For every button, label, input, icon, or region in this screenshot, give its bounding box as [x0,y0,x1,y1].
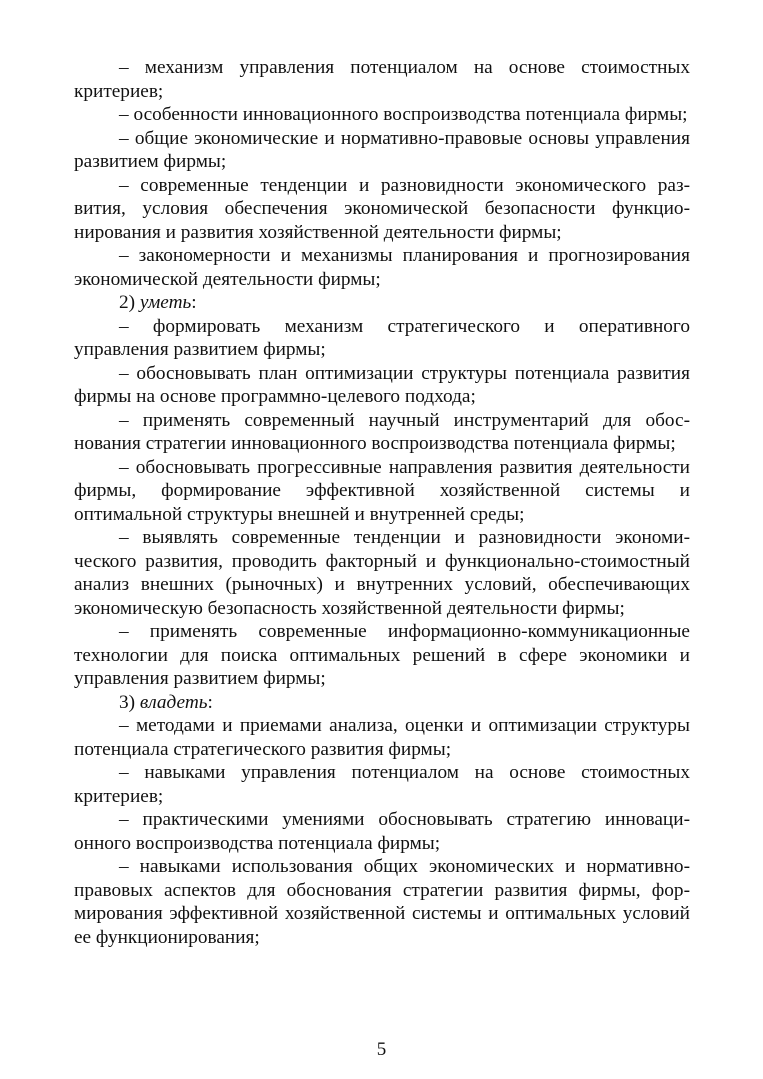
list-item: – применять современный научный инструментарий для обоснования стратегии инновационного воспроизводства потенциала фирмы; [74,409,690,454]
section-colon: : [207,691,213,713]
list-item: – практическими умениями обосновывать стратегию инновационного воспроизводства потенциала фирмы; [74,809,690,854]
list-item: – применять современные информационно-коммуникационные технологии для поиска оптимальных решений в сфере экономики и управления развитием фирмы; [74,621,690,689]
list-item: – особенности инновационного воспроизводства потенциала фирмы; [119,104,688,125]
list-item: – общие экономические и нормативно-правовые основы управления развитием фирмы; [74,127,690,172]
list-item: – обосновывать план оптимизации структуры потенциала развития фирмы на основе программно-целевого подхода; [74,362,690,407]
page-number: 5 [376,1039,387,1060]
list-item: – обосновывать прогрессивные направления развития деятельности фирмы, формирование эффективной хозяйственной системы и оптимальной структуры внешней и внутренней среды; [74,456,690,525]
list-item: – навыками использования общих экономических и нормативно-правовых аспектов для обоснования стратегии развития фирмы, формирования эффективной хозяйственной системы и оптимальных условий ее функционирования; [74,856,690,948]
list-item: – методами и приемами анализа, оценки и оптимизации структуры потенциала стратегического развития фирмы; [74,715,690,760]
section-colon: : [191,292,197,313]
list-item: – выявлять современные тенденции и разновидности экономического развития, проводить факторный и функционально-стоимостный анализ внешних (рыночных) и внутренних условий, обеспечивающих экономическую безопасность хозяйственной деятельности фирмы; [74,527,690,619]
list-item: – закономерности и механизмы планирования и прогнозирования экономической деятельности фирмы; [74,245,690,290]
document-page [74,56,690,949]
section-heading-umet [74,291,690,315]
list-item: – современные тенденции и разновидности экономического развития, условия обеспечения экономической безопасности функционирования и развития хозяйственной деятельности фирмы; [74,174,690,243]
section-title: уметь [139,292,192,313]
list-item: – навыками управления потенциалом на основе стоимостных критериев; [74,762,690,807]
section-heading-vladet [74,691,690,715]
section-title: владеть [139,691,208,713]
section-number: 3) [119,691,140,713]
list-item: – формировать механизм стратегического и оперативного управления развитием фирмы; [74,315,690,360]
list-item: – механизм управления потенциалом на основе стоимостных критериев; [74,57,690,102]
section-number: 2) [119,292,140,313]
